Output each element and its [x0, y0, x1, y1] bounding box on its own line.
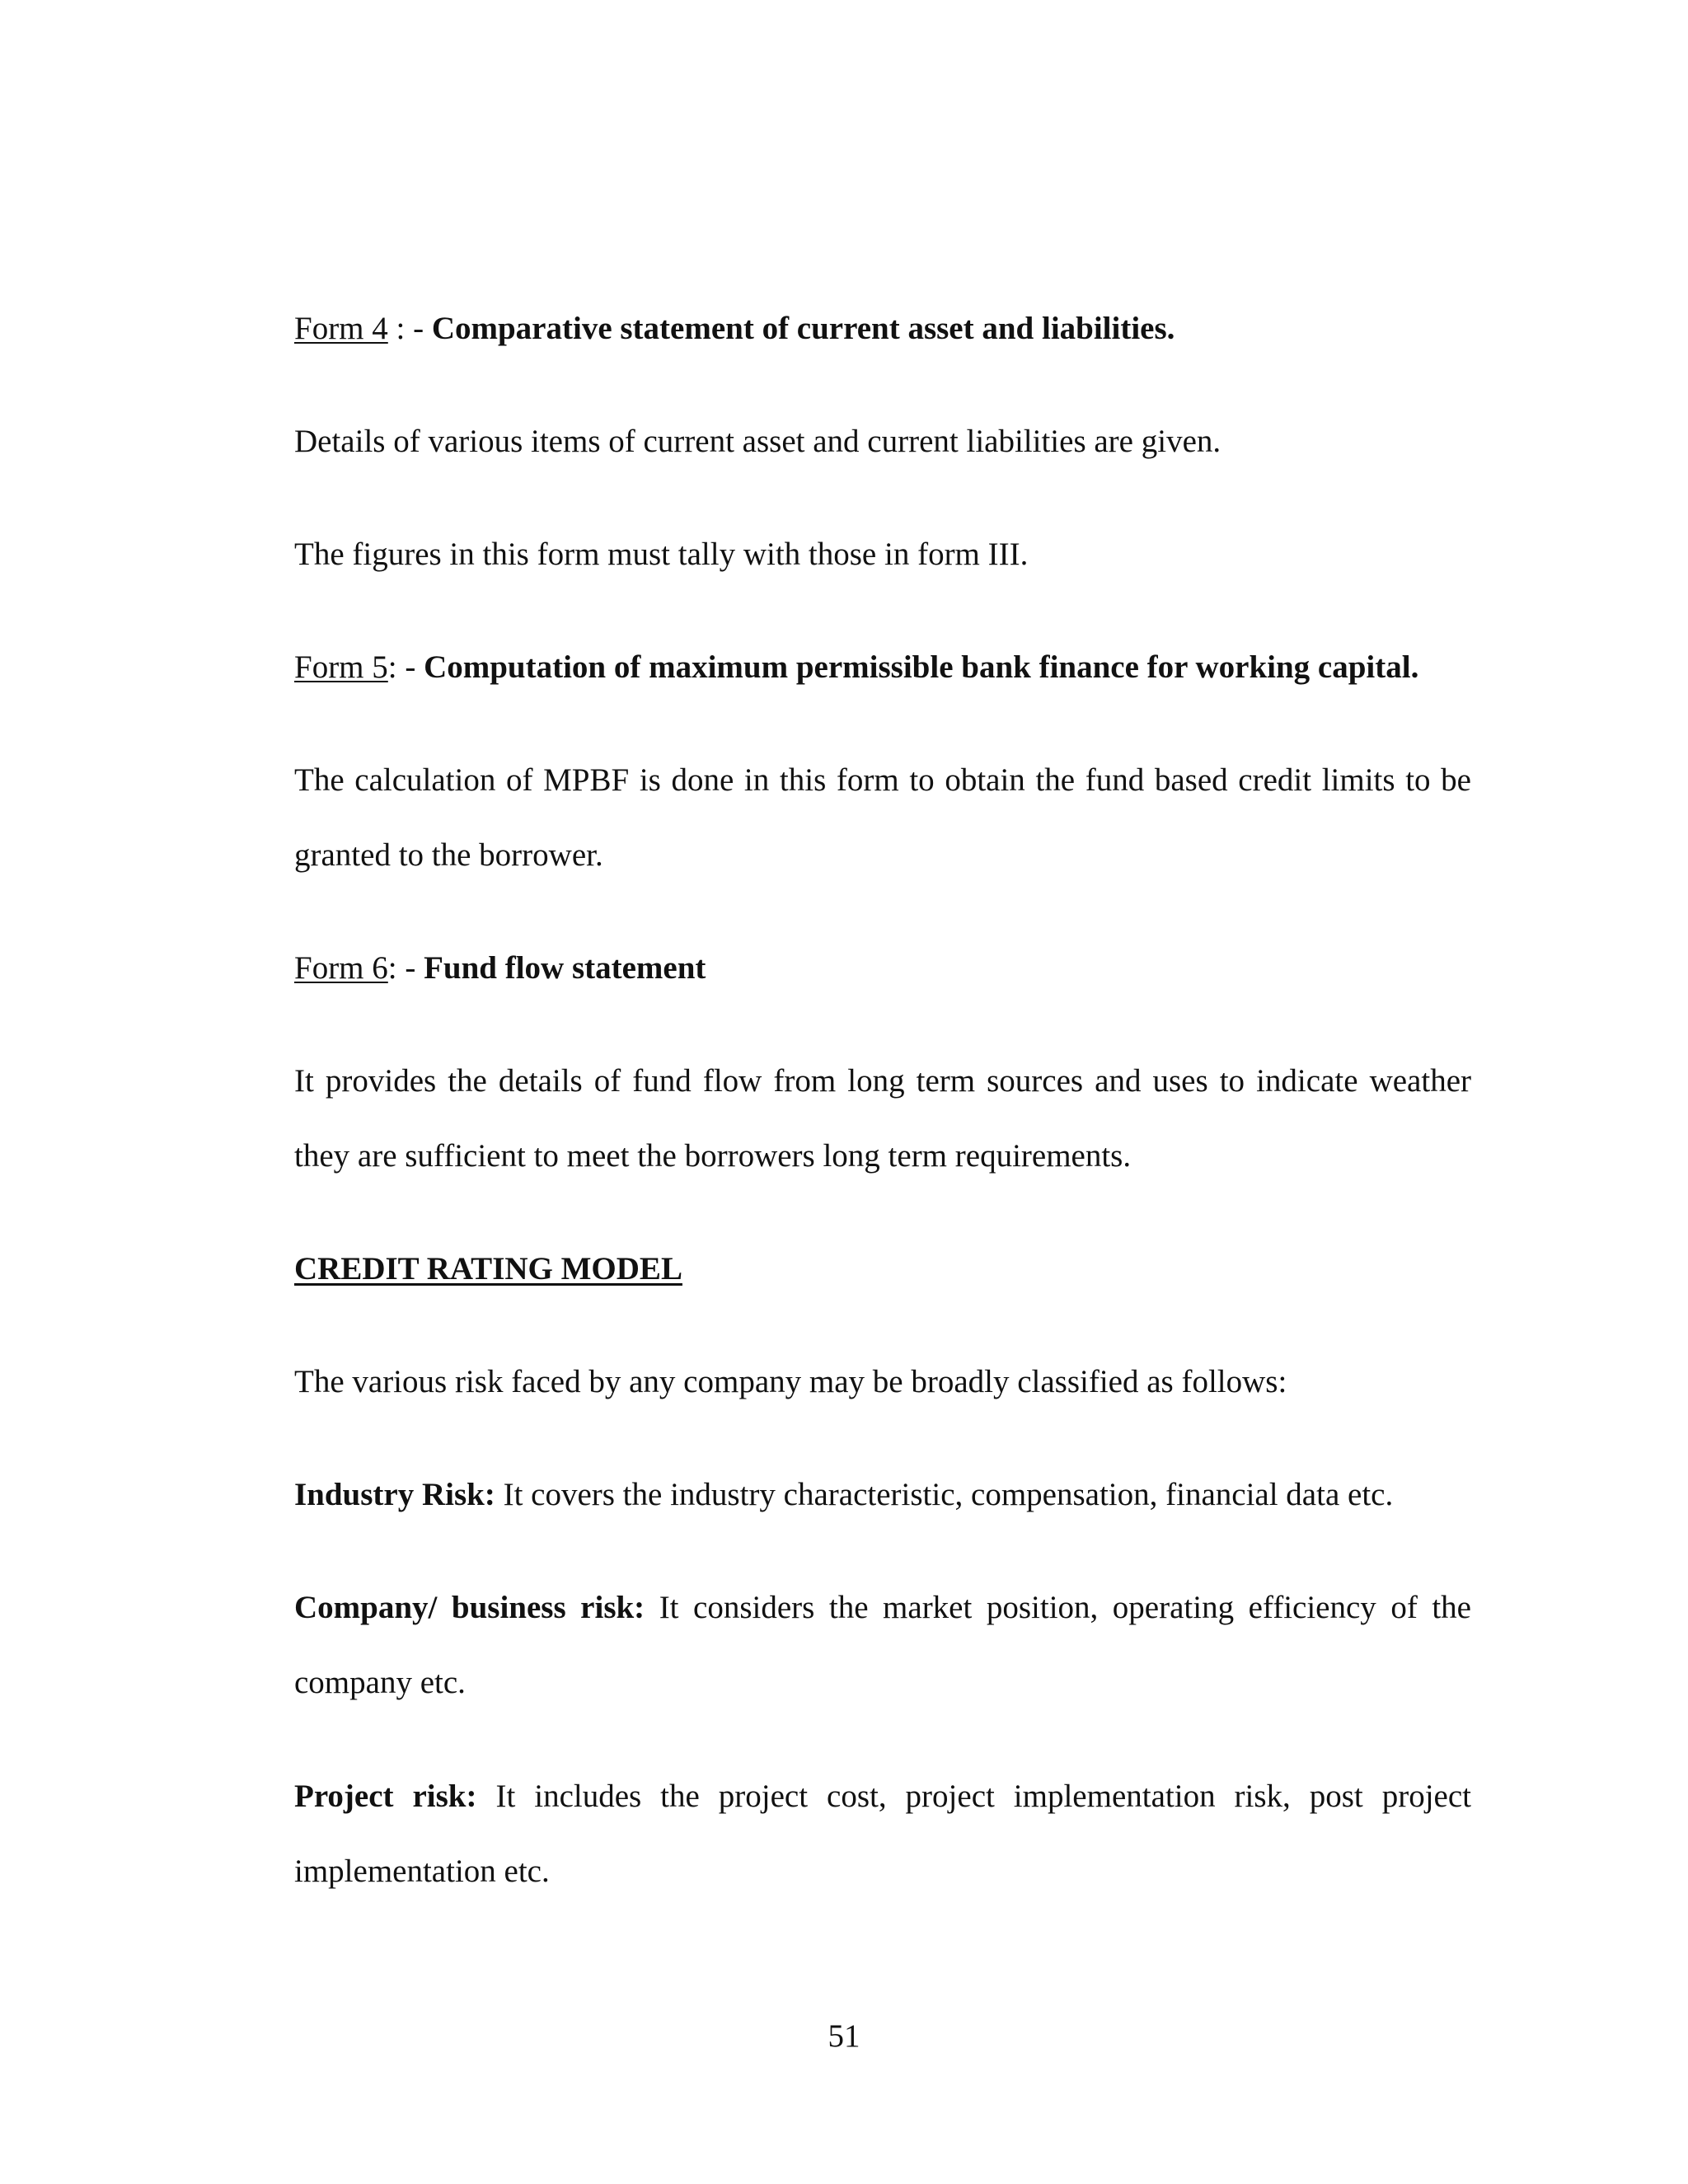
form5-title: Computation of maximum permissible bank finance for working capital. [424, 649, 1419, 685]
section-heading-credit-rating-model: CREDIT RATING MODEL [294, 1251, 682, 1286]
form4-description-2: The figures in this form must tally with those in form III. [294, 537, 1029, 572]
project-risk-term: Project risk: [294, 1779, 477, 1814]
form6-separator: : - [387, 950, 424, 986]
company-risk-line1 [294, 1589, 1471, 1627]
project-risk-line2: implementation etc. [294, 1854, 550, 1889]
project-risk-text-1: It includes the project cost, project implementation risk, post project [476, 1779, 1472, 1814]
form6-description-line2: they are sufficient to meet the borrowers long term requirements. [294, 1138, 1132, 1174]
company-risk-text-1: It considers the market position, operating efficiency of the [645, 1590, 1471, 1625]
company-risk-term: Company/ business risk: [294, 1590, 645, 1625]
form4-title: Comparative statement of current asset and liabilities. [431, 311, 1175, 346]
form5-heading [294, 649, 1471, 687]
form5-description-line1: The calculation of MPBF is done in this form to obtain the fund based credit limits to be [294, 762, 1471, 798]
form5-description-line2: granted to the borrower. [294, 837, 603, 873]
form6-heading [294, 949, 1471, 987]
form4-heading [294, 310, 1471, 348]
form5-separator: : - [387, 649, 424, 685]
page-number: 51 [828, 2018, 860, 2054]
form4-description-1: Details of various items of current asset and current liabilities are given. [294, 424, 1221, 459]
form6-title: Fund flow statement [424, 950, 706, 986]
industry-risk-text: It covers the industry characteristic, compensation, financial data etc. [495, 1477, 1394, 1512]
industry-risk-paragraph [294, 1476, 1471, 1514]
project-risk-line1 [294, 1778, 1471, 1816]
company-risk-line2: company etc. [294, 1665, 466, 1700]
form4-separator: : - [387, 311, 432, 346]
risk-intro: The various risk faced by any company may be broadly classified as follows: [294, 1364, 1287, 1399]
form6-label: Form 6 [294, 950, 388, 986]
form5-label: Form 5 [294, 649, 388, 685]
form6-description-line1: It provides the details of fund flow from long term sources and uses to indicate weather [294, 1063, 1471, 1099]
form4-label: Form 4 [294, 311, 388, 346]
industry-risk-term: Industry Risk: [294, 1477, 495, 1512]
